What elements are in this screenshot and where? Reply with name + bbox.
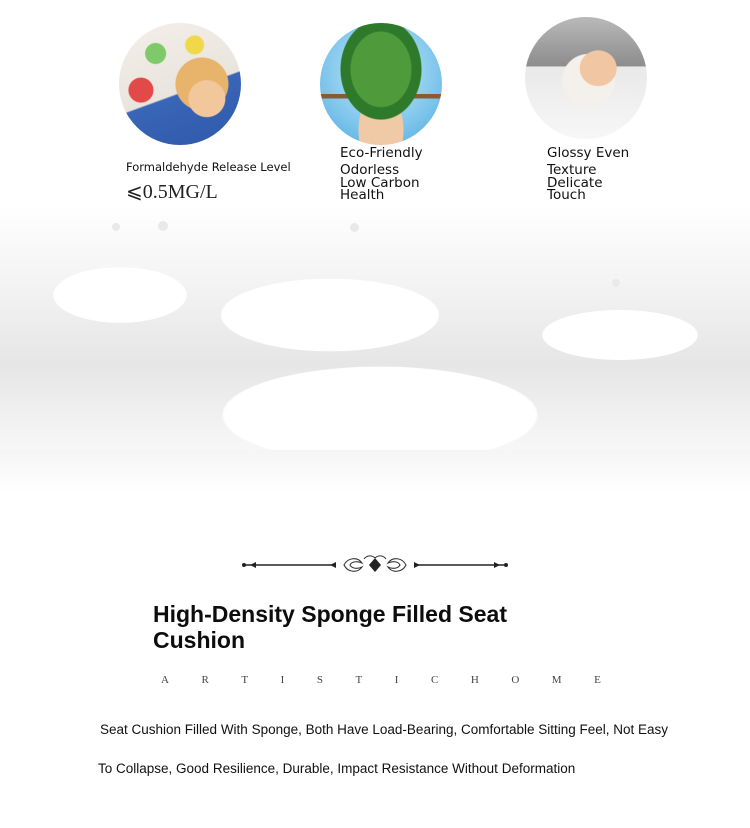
eco-line-4: Health — [340, 187, 385, 203]
brand-letter: I — [394, 674, 399, 686]
glossy-line-4: Touch — [547, 187, 586, 203]
brand-letter: H — [470, 674, 479, 686]
brand-letter: T — [355, 674, 363, 686]
heart-tree-image — [320, 23, 442, 145]
brand-letter: E — [594, 674, 601, 686]
decorative-divider-icon — [240, 553, 510, 577]
brand-letter: S — [316, 674, 323, 686]
brand-letter: C — [430, 674, 439, 686]
brand-letter: A — [161, 674, 169, 686]
brand-letter: R — [201, 674, 209, 686]
eco-line-3: Low Carbon — [340, 175, 420, 191]
milk-droplet — [350, 223, 359, 232]
child-handprint-image — [119, 23, 241, 145]
glossy-line-1: Glossy Even — [547, 145, 630, 161]
brand-letter: O — [511, 674, 520, 686]
section-title: High-Density Sponge Filled Seat Cushion — [153, 601, 507, 653]
milk-droplet — [612, 279, 620, 287]
eco-line-2: Odorless — [340, 162, 400, 178]
features-row — [0, 0, 750, 215]
brand-letters — [161, 674, 601, 686]
description-line-2: To Collapse, Good Resilience, Durable, Impact Resistance Without Deformation — [98, 761, 576, 776]
soft-fade — [0, 450, 750, 510]
brand-letter: T — [241, 674, 249, 686]
formaldehyde-value: ⩽0.5MG/L — [126, 181, 218, 203]
formaldehyde-label: Formaldehyde Release Level — [126, 160, 291, 174]
glossy-line-2: Texture — [547, 162, 597, 178]
milk-droplet — [112, 223, 120, 231]
milk-splash-background — [0, 205, 750, 450]
glossy-surface-image — [525, 17, 647, 139]
glossy-line-3: Delicate — [547, 175, 603, 191]
eco-line-1: Eco-Friendly — [340, 145, 423, 161]
eco-feature-text — [340, 147, 423, 201]
description-line-1: Seat Cushion Filled With Sponge, Both Have Load-Bearing, Comfortable Sitting Feel, Not Easy — [100, 722, 669, 737]
glossy-feature-text — [547, 147, 629, 201]
brand-letter: M — [551, 674, 562, 686]
milk-droplet — [158, 221, 168, 231]
brand-letter: I — [280, 674, 285, 686]
